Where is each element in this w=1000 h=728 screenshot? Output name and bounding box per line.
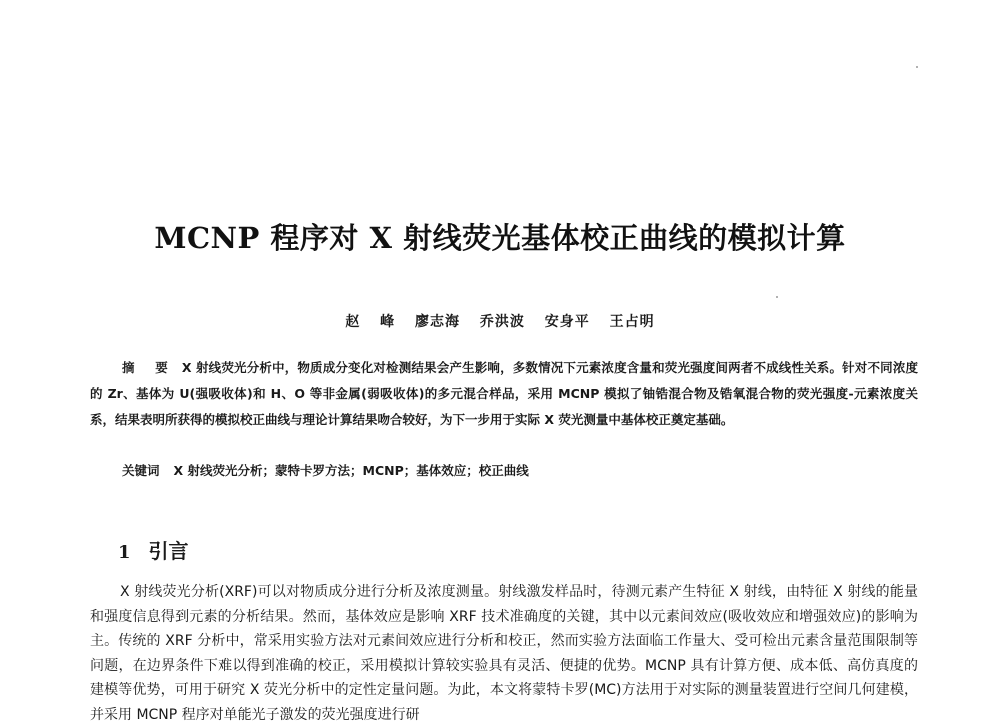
keywords — [122, 461, 918, 479]
paper-title: MCNP 程序对 X 射线荧光基体校正曲线的模拟计算 — [154, 221, 846, 255]
section-title: 引言 — [148, 539, 189, 563]
scan-speck — [916, 66, 918, 68]
scan-speck — [776, 296, 778, 298]
keywords-text: X 射线荧光分析；蒙特卡罗方法；MCNP；基体效应；校正曲线 — [173, 463, 529, 478]
abstract-label: 摘 要 — [122, 360, 176, 375]
abstract-text: X 射线荧光分析中，物质成分变化对检测结果会产生影响，多数情况下元素浓度含量和荧光强度间两者不成线性关系。针对不同浓度的 Zr、基体为 U(强吸收体)和 H、O 等非金属(弱吸收体)的多元混合样品，采用 MCNP 模拟了铀锆混合物及锆氧混合物的荧光强度-元素浓度关系，结果表明所获得的模拟校正曲线与理论计算结果吻合较好，为下一步用于实际 X 荧光测量中基体校正奠定基础。 — [90, 360, 918, 427]
abstract — [90, 355, 918, 433]
keywords-label: 关键词 — [122, 463, 160, 478]
section-number: 1 — [118, 542, 131, 563]
body-paragraph: X 射线荧光分析(XRF)可以对物质成分进行分析及浓度测量。射线激发样品时，待测元素产生特征 X 射线，由特征 X 射线的能量和强度信息得到元素的分析结果。然而，基体效应是影响 XRF 技术准确度的关键，其中以元素间效应(吸收效应和增强效应)的影响为主。传统的 XRF 分析中，常采用实验方法对元素间效应进行分析和校正，然而实验方法面临工作量大、受可检出元素含量范围限制等问题，在边界条件下难以得到准确的校正，采用模拟计算较实验具有灵活、便捷的优势。MCNP 具有计算方便、成本低、高仿真度的建模等优势，可用于研究 X 荧光分析中的定性定量问题。为此，本文将蒙特卡罗(MC)方法用于对实际的测量装置进行空间几何建模，并采用 MCNP 程序对单能光子激发的荧光强度进行研 — [90, 584, 918, 723]
author-list: 赵 峰 廖志海 乔洪波 安身平 王占明 — [345, 314, 655, 330]
section-heading — [118, 535, 189, 564]
